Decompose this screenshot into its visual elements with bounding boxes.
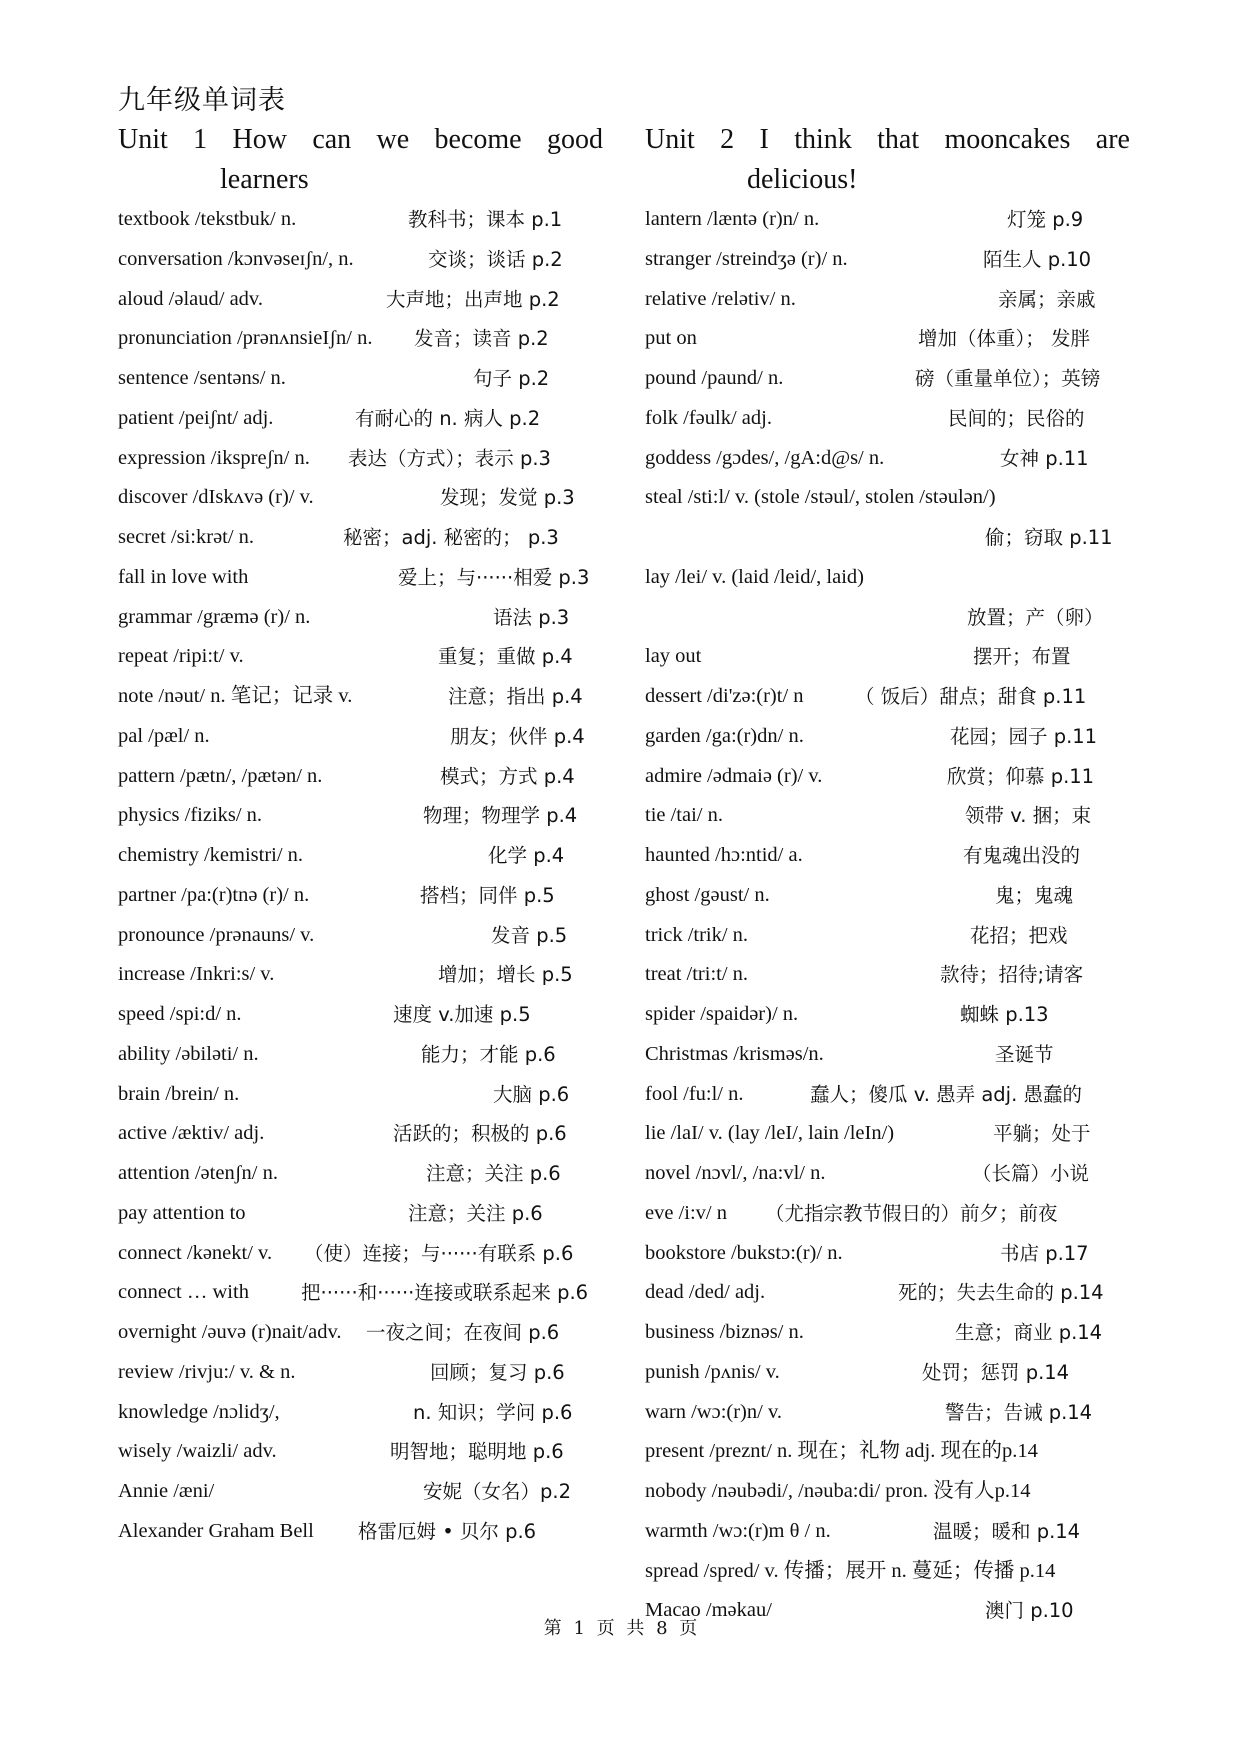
vocab-entry	[645, 439, 1130, 479]
vocab-word: pronounce /prənauns/ v.	[118, 923, 315, 946]
vocab-word: dead /ded/ adj.	[645, 1281, 766, 1304]
vocab-meaning: 书店 p.17	[1000, 1241, 1089, 1265]
vocab-entry	[645, 558, 1130, 598]
vocab-meaning: 化学 p.4	[488, 844, 565, 867]
heading-word: think	[794, 124, 852, 155]
heading-word: Unit	[645, 124, 695, 155]
vocab-word: conversation /kɔnvəseɪʃn/, n.	[118, 247, 354, 270]
vocab-meaning: 活跃的；积极的 p.6	[393, 1122, 567, 1146]
vocab-entry	[118, 280, 603, 320]
vocab-entry	[645, 1035, 1130, 1075]
vocab-entry	[645, 995, 1130, 1035]
vocab-entry	[645, 518, 1130, 558]
vocab-entry	[118, 995, 603, 1035]
vocab-entry	[118, 598, 603, 638]
heading-word: How	[232, 124, 287, 155]
vocab-meaning: 格雷厄姆 • 贝尔 p.6	[358, 1519, 537, 1543]
vocab-meaning: 表达（方式）；表示 p.3	[348, 446, 551, 470]
vocab-meaning: 有耐心的 n. 病人 p.2	[355, 406, 541, 430]
vocab-entry	[645, 1234, 1130, 1274]
vocab-word: dessert /di'zə:(r)t/ n	[645, 685, 804, 707]
heading-word: that	[877, 124, 920, 155]
vocab-entry	[645, 757, 1130, 797]
vocab-word: aloud /əlaud/ adv.	[118, 287, 263, 310]
vocab-entry	[645, 1075, 1130, 1115]
vocab-word: stranger /streindʒə (r)/ n.	[645, 247, 848, 270]
vocab-word: fool /fu:l/ n.	[645, 1082, 744, 1105]
vocab-word: repeat /ripi:t/ v.	[118, 645, 244, 668]
vocab-word: active /æktiv/ adj.	[118, 1122, 265, 1145]
vocab-word: Annie /æni/	[118, 1480, 215, 1502]
vocab-entry	[645, 240, 1130, 280]
vocab-meaning: 偷；窃取 p.11	[985, 526, 1113, 549]
vocab-meaning: 蠢人；傻瓜 v. 愚弄 adj. 愚蠢的	[810, 1082, 1082, 1106]
vocab-word: lay out	[645, 645, 702, 668]
vocab-word: pattern /pætn/, /pætən/ n.	[118, 764, 323, 787]
vocab-word: put on	[645, 327, 697, 350]
vocab-word: pound /paund/ n.	[645, 367, 784, 389]
vocab-word: haunted /hɔ:ntid/ a.	[645, 844, 803, 866]
vocab-entry	[645, 478, 1130, 518]
vocab-word: admire /ədmaiə (r)/ v.	[645, 764, 823, 787]
vocab-word: textbook /tekstbuk/ n.	[118, 208, 297, 230]
vocab-meaning: 重复；重做 p.4	[438, 645, 573, 669]
unit-2-heading	[645, 120, 1130, 160]
vocab-word: grammar /græmə (r)/ n.	[118, 605, 311, 628]
vocab-entry	[645, 1472, 1130, 1512]
vocab-entry	[645, 1393, 1130, 1433]
vocab-word: folk /fəulk/ adj.	[645, 406, 772, 429]
vocab-word: Alexander Graham Bell	[118, 1519, 314, 1542]
vocab-word: discover /dIskʌvə (r)/ v.	[118, 486, 314, 509]
vocab-word: eve /i:v/ n	[645, 1201, 727, 1224]
vocab-meaning: 处罚；惩罚 p.14	[922, 1360, 1070, 1384]
vocab-meaning: 朋友；伙伴 p.4	[450, 724, 585, 748]
vocab-entry	[645, 796, 1130, 836]
vocab-entry	[118, 200, 603, 240]
vocab-entry	[118, 1393, 603, 1433]
vocab-entry	[118, 717, 603, 757]
vocab-entry	[645, 598, 1130, 638]
vocab-meaning: 句子 p.2	[473, 367, 550, 390]
vocab-entry	[118, 637, 603, 677]
vocab-entry	[645, 319, 1130, 359]
vocab-word: ability /əbiləti/ n.	[118, 1042, 259, 1065]
vocab-entry	[118, 1194, 603, 1234]
heading-word: can	[312, 124, 352, 155]
vocab-entry	[645, 836, 1130, 876]
page-footer: 第 1 页 共 8 页	[543, 1618, 698, 1639]
vocab-word: punish /pʌnis/ v.	[645, 1360, 780, 1383]
vocab-word: note /nəut/ n. 笔记；记录 v.	[118, 685, 353, 707]
vocab-entry	[118, 1075, 603, 1115]
vocab-entry	[118, 558, 603, 598]
vocab-meaning: 爱上；与······相爱 p.3	[398, 565, 590, 589]
vocab-meaning: 女神 p.11	[1000, 446, 1089, 470]
vocab-entry	[645, 916, 1130, 956]
page-title: 九年级单词表	[118, 85, 286, 116]
heading-word: good	[546, 124, 603, 155]
vocab-word: ghost /gəust/ n.	[645, 883, 770, 906]
vocab-word: nobody /nəubədi/, /nəuba:di/ pron. 没有人p.14	[645, 1480, 1031, 1502]
heading-word: become	[434, 124, 522, 155]
vocab-entry	[118, 319, 603, 359]
vocab-meaning: 秘密；adj. 秘密的； p.3	[343, 526, 559, 549]
vocab-word: patient /peiʃnt/ adj.	[118, 406, 274, 429]
vocab-entry	[645, 399, 1130, 439]
vocab-meaning: 教科书；课本 p.1	[408, 208, 563, 231]
vocab-meaning: 款待；招待;请客	[940, 963, 1084, 987]
vocab-entry	[118, 836, 603, 876]
vocab-word: trick /trik/ n.	[645, 923, 749, 946]
vocab-entry	[645, 280, 1130, 320]
vocab-word: overnight /əuvə (r)nait/adv.	[118, 1321, 342, 1343]
vocab-word: relative /relətiv/ n.	[645, 287, 796, 310]
vocab-meaning: 温暖；暖和 p.14	[933, 1519, 1081, 1543]
vocab-word: spider /spaidər)/ n.	[645, 1003, 799, 1025]
vocab-entry	[645, 1353, 1130, 1393]
vocab-word: tie /tai/ n.	[645, 804, 723, 827]
vocab-meaning: 增加（体重）； 发胖	[918, 327, 1090, 351]
vocab-meaning: （使）连接；与······有联系 p.6	[304, 1241, 574, 1265]
heading-word: 2	[720, 124, 735, 155]
vocab-meaning: 明智地；聪明地 p.6	[390, 1440, 564, 1464]
vocab-entry	[645, 955, 1130, 995]
vocab-entry	[645, 1273, 1130, 1313]
vocab-entry	[118, 359, 603, 399]
vocab-entry	[118, 1114, 603, 1154]
vocab-meaning: 警告；告诫 p.14	[945, 1400, 1093, 1424]
vocab-word: review /rivju:/ v. & n.	[118, 1360, 296, 1383]
vocab-entry	[645, 1114, 1130, 1154]
vocab-meaning: （尤指宗教节假日的）前夕；前夜	[765, 1201, 1058, 1225]
vocab-meaning: （长篇）小说	[972, 1162, 1090, 1185]
vocab-entry	[645, 1313, 1130, 1353]
vocab-entry	[118, 1353, 603, 1393]
vocab-entry	[645, 359, 1130, 399]
right-column	[645, 120, 1130, 1631]
vocab-word: warmth /wɔ:(r)m θ / n.	[645, 1519, 831, 1542]
vocab-meaning: 语法 p.3	[493, 605, 570, 629]
vocab-word: goddess /gɔdes/, /gA:d@s/ n.	[645, 446, 885, 469]
vocab-meaning: 放置；产（卵）	[967, 605, 1104, 629]
vocab-word: lie /laI/ v. (lay /leI/, lain /leIn/)	[645, 1122, 895, 1145]
vocab-meaning: 发音；读音 p.2	[414, 327, 549, 351]
vocab-word: spread /spred/ v. 传播；展开 n. 蔓延；传播 p.14	[645, 1559, 1056, 1582]
vocab-meaning: 圣诞节	[995, 1042, 1054, 1066]
heading-word: Unit	[118, 124, 168, 155]
vocab-meaning: 搭档；同伴 p.5	[420, 883, 555, 907]
vocab-entry	[118, 1154, 603, 1194]
vocab-meaning: 磅（重量单位）；英镑	[915, 367, 1101, 390]
unit-2-heading-cont: delicious!	[747, 164, 858, 195]
vocab-meaning: 蜘蛛 p.13	[960, 1003, 1049, 1026]
vocab-meaning: 注意；指出 p.4	[448, 685, 583, 708]
vocab-meaning: 交谈；谈话 p.2	[428, 247, 563, 271]
vocab-word: attention /ətenʃn/ n.	[118, 1162, 278, 1184]
vocab-meaning: 鬼；鬼魂	[995, 883, 1074, 907]
vocab-entry	[118, 796, 603, 836]
vocab-meaning: 民间的；民俗的	[948, 406, 1085, 430]
vocab-entry	[118, 1273, 603, 1313]
vocab-word: garden /ga:(r)dn/ n.	[645, 724, 804, 747]
vocab-word: wisely /waizli/ adv.	[118, 1440, 277, 1463]
vocab-entry	[118, 240, 603, 280]
vocab-entry	[118, 1035, 603, 1075]
vocab-entry	[645, 1512, 1130, 1552]
vocab-word: pronunciation /prənʌnsieIʃn/ n.	[118, 327, 373, 350]
vocab-word: lay /lei/ v. (laid /leid/, laid)	[645, 565, 864, 588]
vocab-word: expression /ikspreʃn/ n.	[118, 446, 310, 469]
vocab-word: chemistry /kemistri/ n.	[118, 844, 304, 866]
vocab-word: secret /si:krət/ n.	[118, 526, 255, 548]
vocab-entry	[118, 1472, 603, 1512]
vocab-meaning: 大声地；出声地 p.2	[386, 287, 560, 311]
vocab-word: speed /spi:d/ n.	[118, 1003, 242, 1025]
vocab-word: Christmas /krisməs/n.	[645, 1042, 824, 1065]
vocab-word: sentence /sentəns/ n.	[118, 367, 286, 389]
vocab-entry	[118, 677, 603, 717]
vocab-word: warn /wɔ:(r)n/ v.	[645, 1400, 782, 1423]
vocab-meaning: 澳门 p.10	[985, 1599, 1074, 1623]
vocab-entry	[645, 717, 1130, 757]
vocab-entry	[645, 1154, 1130, 1194]
vocab-word: business /biznəs/ n.	[645, 1321, 804, 1343]
vocab-meaning: 陌生人 p.10	[983, 247, 1092, 271]
vocab-word: bookstore /bukstɔ:(r)/ n.	[645, 1241, 843, 1264]
vocab-entry	[118, 1432, 603, 1472]
vocab-meaning: 增加；增长 p.5	[438, 963, 573, 987]
vocab-meaning: 灯笼 p.9	[1007, 208, 1084, 231]
vocab-meaning: 物理；物理学 p.4	[423, 804, 578, 828]
vocab-meaning: 能力；才能 p.6	[421, 1042, 556, 1066]
left-column	[118, 120, 603, 1552]
heading-word: 1	[193, 124, 208, 155]
vocab-meaning: 模式；方式 p.4	[440, 764, 575, 788]
vocab-entry	[118, 518, 603, 558]
vocab-word: pay attention to	[118, 1201, 246, 1224]
vocab-entry	[645, 200, 1130, 240]
vocab-entry	[645, 1552, 1130, 1592]
vocab-word: connect … with	[118, 1281, 249, 1304]
heading-word: mooncakes	[944, 124, 1071, 155]
vocab-word: physics /fiziks/ n.	[118, 804, 263, 827]
vocab-meaning: 一夜之间；在夜间 p.6	[366, 1321, 560, 1344]
vocab-word: partner /pa:(r)tnə (r)/ n.	[118, 883, 310, 906]
vocab-entry	[118, 1313, 603, 1353]
vocab-meaning: 死的；失去生命的 p.14	[898, 1281, 1104, 1305]
vocab-meaning: 平躺；处于	[993, 1122, 1091, 1146]
vocab-word: brain /brein/ n.	[118, 1082, 240, 1105]
vocab-meaning: 有鬼魂出没的	[963, 844, 1081, 867]
vocab-entry	[118, 757, 603, 797]
unit-2-word-list	[645, 200, 1130, 1631]
heading-word: are	[1095, 124, 1130, 155]
vocab-meaning: 回顾；复习 p.6	[430, 1360, 565, 1384]
vocab-meaning: 安妮（女名）p.2	[423, 1480, 571, 1503]
vocab-meaning: 欣赏；仰慕 p.11	[947, 764, 1095, 788]
vocab-meaning: （ 饭后）甜点；甜食 p.11	[855, 685, 1087, 708]
vocab-word: increase /Inkri:s/ v.	[118, 963, 275, 986]
vocab-word: lantern /læntə (r)n/ n.	[645, 208, 820, 230]
heading-word: we	[376, 124, 410, 155]
vocab-entry	[645, 876, 1130, 916]
vocab-meaning: 领带 v. 捆；束	[965, 804, 1092, 828]
unit-1-heading-cont: learners	[220, 164, 309, 195]
vocab-entry	[118, 916, 603, 956]
vocab-entry	[118, 955, 603, 995]
vocab-word: steal /sti:l/ v. (stole /stəul/, stolen /stəulən/)	[645, 486, 996, 509]
vocab-word: knowledge /nɔlidʒ/,	[118, 1400, 280, 1423]
vocab-meaning: 发现；发觉 p.3	[440, 486, 575, 510]
unit-1-heading	[118, 120, 603, 160]
vocab-entry	[118, 1512, 603, 1552]
unit-1-word-list	[118, 200, 603, 1552]
vocab-meaning: 速度 v.加速 p.5	[393, 1003, 531, 1026]
vocab-word: treat /tri:t/ n.	[645, 963, 749, 986]
vocab-entry	[118, 1234, 603, 1274]
vocab-word: novel /nɔvl/, /na:vl/ n.	[645, 1162, 826, 1184]
vocab-meaning: 把······和······连接或联系起来 p.6	[301, 1281, 589, 1305]
vocab-entry	[645, 677, 1130, 717]
vocab-meaning: 大脑 p.6	[493, 1082, 570, 1106]
vocab-word: pal /pæl/ n.	[118, 724, 210, 747]
vocab-word: present /preznt/ n. 现在；礼物 adj. 现在的p.14	[645, 1440, 1038, 1463]
vocab-meaning: 花园；园子 p.11	[950, 724, 1098, 748]
vocab-word: connect /kənekt/ v.	[118, 1241, 273, 1264]
vocab-entry	[118, 399, 603, 439]
heading-word: I	[759, 124, 769, 155]
vocab-entry	[645, 1432, 1130, 1472]
vocab-entry	[118, 876, 603, 916]
vocab-meaning: 摆开；布置	[973, 645, 1071, 669]
vocab-meaning: n. 知识；学问 p.6	[413, 1400, 573, 1424]
vocab-entry	[118, 439, 603, 479]
vocab-word: fall in love with	[118, 565, 249, 588]
vocab-entry	[118, 478, 603, 518]
vocab-entry	[645, 637, 1130, 677]
vocab-meaning: 注意；关注 p.6	[426, 1162, 561, 1185]
vocab-entry	[645, 1194, 1130, 1234]
vocab-meaning: 亲属；亲戚	[998, 287, 1096, 311]
vocab-word: Macao /məkau/	[645, 1599, 772, 1622]
vocab-meaning: 生意；商业 p.14	[955, 1321, 1103, 1344]
vocab-meaning: 花招；把戏	[970, 923, 1068, 947]
vocab-meaning: 发音 p.5	[491, 923, 568, 947]
vocab-meaning: 注意；关注 p.6	[408, 1201, 543, 1225]
